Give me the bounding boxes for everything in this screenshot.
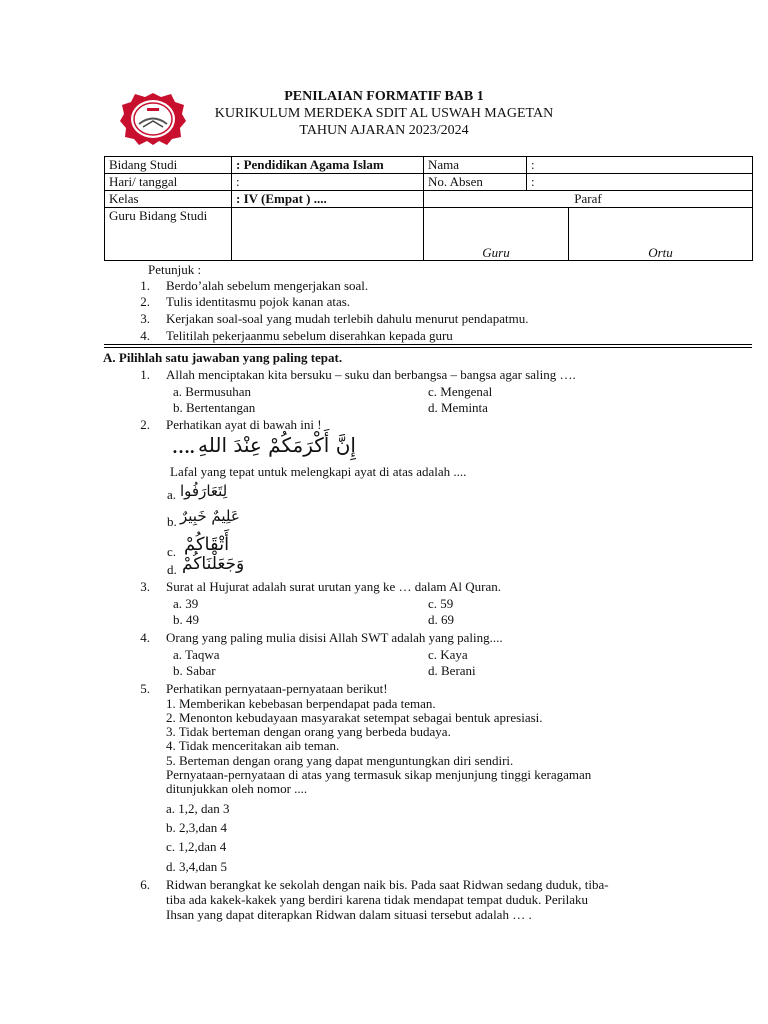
- q3-option-b[interactable]: b. 49: [173, 612, 199, 627]
- petunjuk-item: Telitilah pekerjaanmu sebelum diserahkan kepada guru: [166, 328, 453, 343]
- kelas-value: : IV (Empat ) ....: [232, 191, 424, 208]
- q5-statement: 4. Tidak menceritakan aib teman.: [166, 738, 340, 753]
- nama-label: Nama: [424, 157, 527, 174]
- q5-number: 5.: [140, 681, 150, 696]
- q2-prompt: Lafal yang tepat untuk melengkapi ayat di atas adalah ....: [170, 464, 467, 479]
- absen-label: No. Absen: [424, 174, 527, 191]
- identity-table: [104, 156, 753, 261]
- q3-text: Surat al Hujurat adalah surat urutan yang ke … dalam Al Quran.: [166, 579, 502, 594]
- bidang-label: Bidang Studi: [105, 157, 232, 174]
- petunjuk-num: 3.: [140, 311, 150, 326]
- q2-option-a-label: a.: [167, 487, 177, 502]
- q3-number: 3.: [140, 579, 150, 594]
- q4-text: Orang yang paling mulia disisi Allah SWT adalah yang paling....: [166, 630, 503, 645]
- kelas-label: Kelas: [105, 191, 232, 208]
- q2-option-a[interactable]: لِتَعَارَفُوا: [180, 482, 228, 500]
- bidang-value: : Pendidikan Agama Islam: [232, 157, 424, 174]
- q2-option-c-label: c.: [167, 544, 177, 559]
- hari-label: Hari/ tanggal: [105, 174, 232, 191]
- q3-option-a[interactable]: a. 39: [173, 596, 199, 611]
- q5-statement: 2. Menonton kebudayaan masyarakat setempat sebagai bentuk apresiasi.: [166, 710, 543, 725]
- divider: [104, 347, 752, 348]
- q6-text-line: Ihsan yang dapat diterapkan Ridwan dalam situasi tersebut adalah … .: [166, 907, 532, 922]
- school-year-line: TAHUN AJARAN 2023/2024: [299, 123, 469, 138]
- signature-ortu[interactable]: Ortu: [569, 208, 753, 261]
- q1-option-b[interactable]: b. Bertentangan: [173, 400, 256, 415]
- q2-number: 2.: [140, 417, 150, 432]
- q5-statement: 3. Tidak berteman dengan orang yang berbeda budaya.: [166, 724, 451, 739]
- q5-prompt: Pernyataan-pernyataan di atas yang termasuk sikap menjunjung tinggi keragaman: [166, 767, 592, 782]
- q1-option-c[interactable]: c. Mengenal: [428, 384, 493, 399]
- q2-option-b[interactable]: عَلِيمٌ خَبِيرٌ: [180, 507, 240, 525]
- q5-text: Perhatikan pernyataan-pernyataan berikut!: [166, 681, 388, 696]
- absen-field[interactable]: :: [527, 174, 753, 191]
- q2-text: Perhatikan ayat di bawah ini !: [166, 417, 322, 432]
- school-logo-icon: [119, 91, 187, 146]
- hari-field[interactable]: :: [232, 174, 424, 191]
- q4-option-b[interactable]: b. Sabar: [173, 663, 216, 678]
- petunjuk-num: 4.: [140, 328, 150, 343]
- guru-field[interactable]: [232, 208, 424, 261]
- q2-option-c[interactable]: أَتْقَاكُمْ: [184, 534, 230, 555]
- petunjuk-num: 1.: [140, 278, 150, 293]
- q2-dots: ….: [172, 437, 195, 457]
- signature-guru[interactable]: Guru: [424, 208, 569, 261]
- divider: [104, 344, 752, 345]
- q6-text-line: Ridwan berangkat ke sekolah dengan naik bis. Pada saat Ridwan sedang duduk, tiba-: [166, 877, 609, 892]
- q4-option-c[interactable]: c. Kaya: [428, 647, 468, 662]
- q1-text: Allah menciptakan kita bersuku – suku dan berbangsa – bangsa agar saling ….: [166, 367, 576, 382]
- q1-option-a[interactable]: a. Bermusuhan: [173, 384, 251, 399]
- paraf-header: Paraf: [424, 191, 753, 208]
- q5-option-c[interactable]: c. 1,2,dan 4: [166, 839, 227, 854]
- q4-option-d[interactable]: d. Berani: [428, 663, 476, 678]
- petunjuk-item: Kerjakan soal-soal yang mudah terlebih dahulu menurut pendapatmu.: [166, 311, 529, 326]
- q2-option-d-label: d.: [167, 562, 177, 577]
- q5-option-d[interactable]: d. 3,4,dan 5: [166, 859, 228, 874]
- q5-statement: 5. Berteman dengan orang yang dapat menguntungkan diri sendiri.: [166, 753, 514, 768]
- petunjuk-item: Berdo’alah sebelum mengerjakan soal.: [166, 278, 369, 293]
- q5-option-b[interactable]: b. 2,3,dan 4: [166, 820, 228, 835]
- q2-option-b-label: b.: [167, 514, 177, 529]
- curriculum-line: KURIKULUM MERDEKA SDIT AL USWAH MAGETAN: [214, 106, 554, 121]
- q5-statement: 1. Memberikan kebebasan berpendapat pada teman.: [166, 696, 436, 711]
- q5-prompt: ditunjukkan oleh nomor ....: [166, 781, 308, 796]
- q6-text-line: tiba ada kakek-kakek yang berdiri karena tidak mendapat tempat duduk. Perilaku: [166, 892, 588, 907]
- q6-number: 6.: [140, 877, 150, 892]
- petunjuk-title: Petunjuk :: [148, 262, 202, 277]
- q3-option-d[interactable]: d. 69: [428, 612, 454, 627]
- q4-number: 4.: [140, 630, 150, 645]
- nama-field[interactable]: :: [527, 157, 753, 174]
- q5-option-a[interactable]: a. 1,2, dan 3: [166, 801, 230, 816]
- q3-option-c[interactable]: c. 59: [428, 596, 454, 611]
- q1-number: 1.: [140, 367, 150, 382]
- exam-title: PENILAIAN FORMATIF BAB 1: [284, 89, 484, 104]
- q4-option-a[interactable]: a. Taqwa: [173, 647, 220, 662]
- q2-option-d[interactable]: وَجَعَلْنَاكُمْ: [182, 554, 245, 574]
- petunjuk-num: 2.: [140, 294, 150, 309]
- section-a-title: A. Pilihlah satu jawaban yang paling tepat.: [103, 350, 343, 365]
- q1-option-d[interactable]: d. Meminta: [428, 400, 488, 415]
- q2-ayat: إِنَّ أَكْرَمَكُمْ عِنْدَ اللهِ: [198, 433, 356, 457]
- guru-label: Guru Bidang Studi: [105, 208, 232, 261]
- petunjuk-item: Tulis identitasmu pojok kanan atas.: [166, 294, 351, 309]
